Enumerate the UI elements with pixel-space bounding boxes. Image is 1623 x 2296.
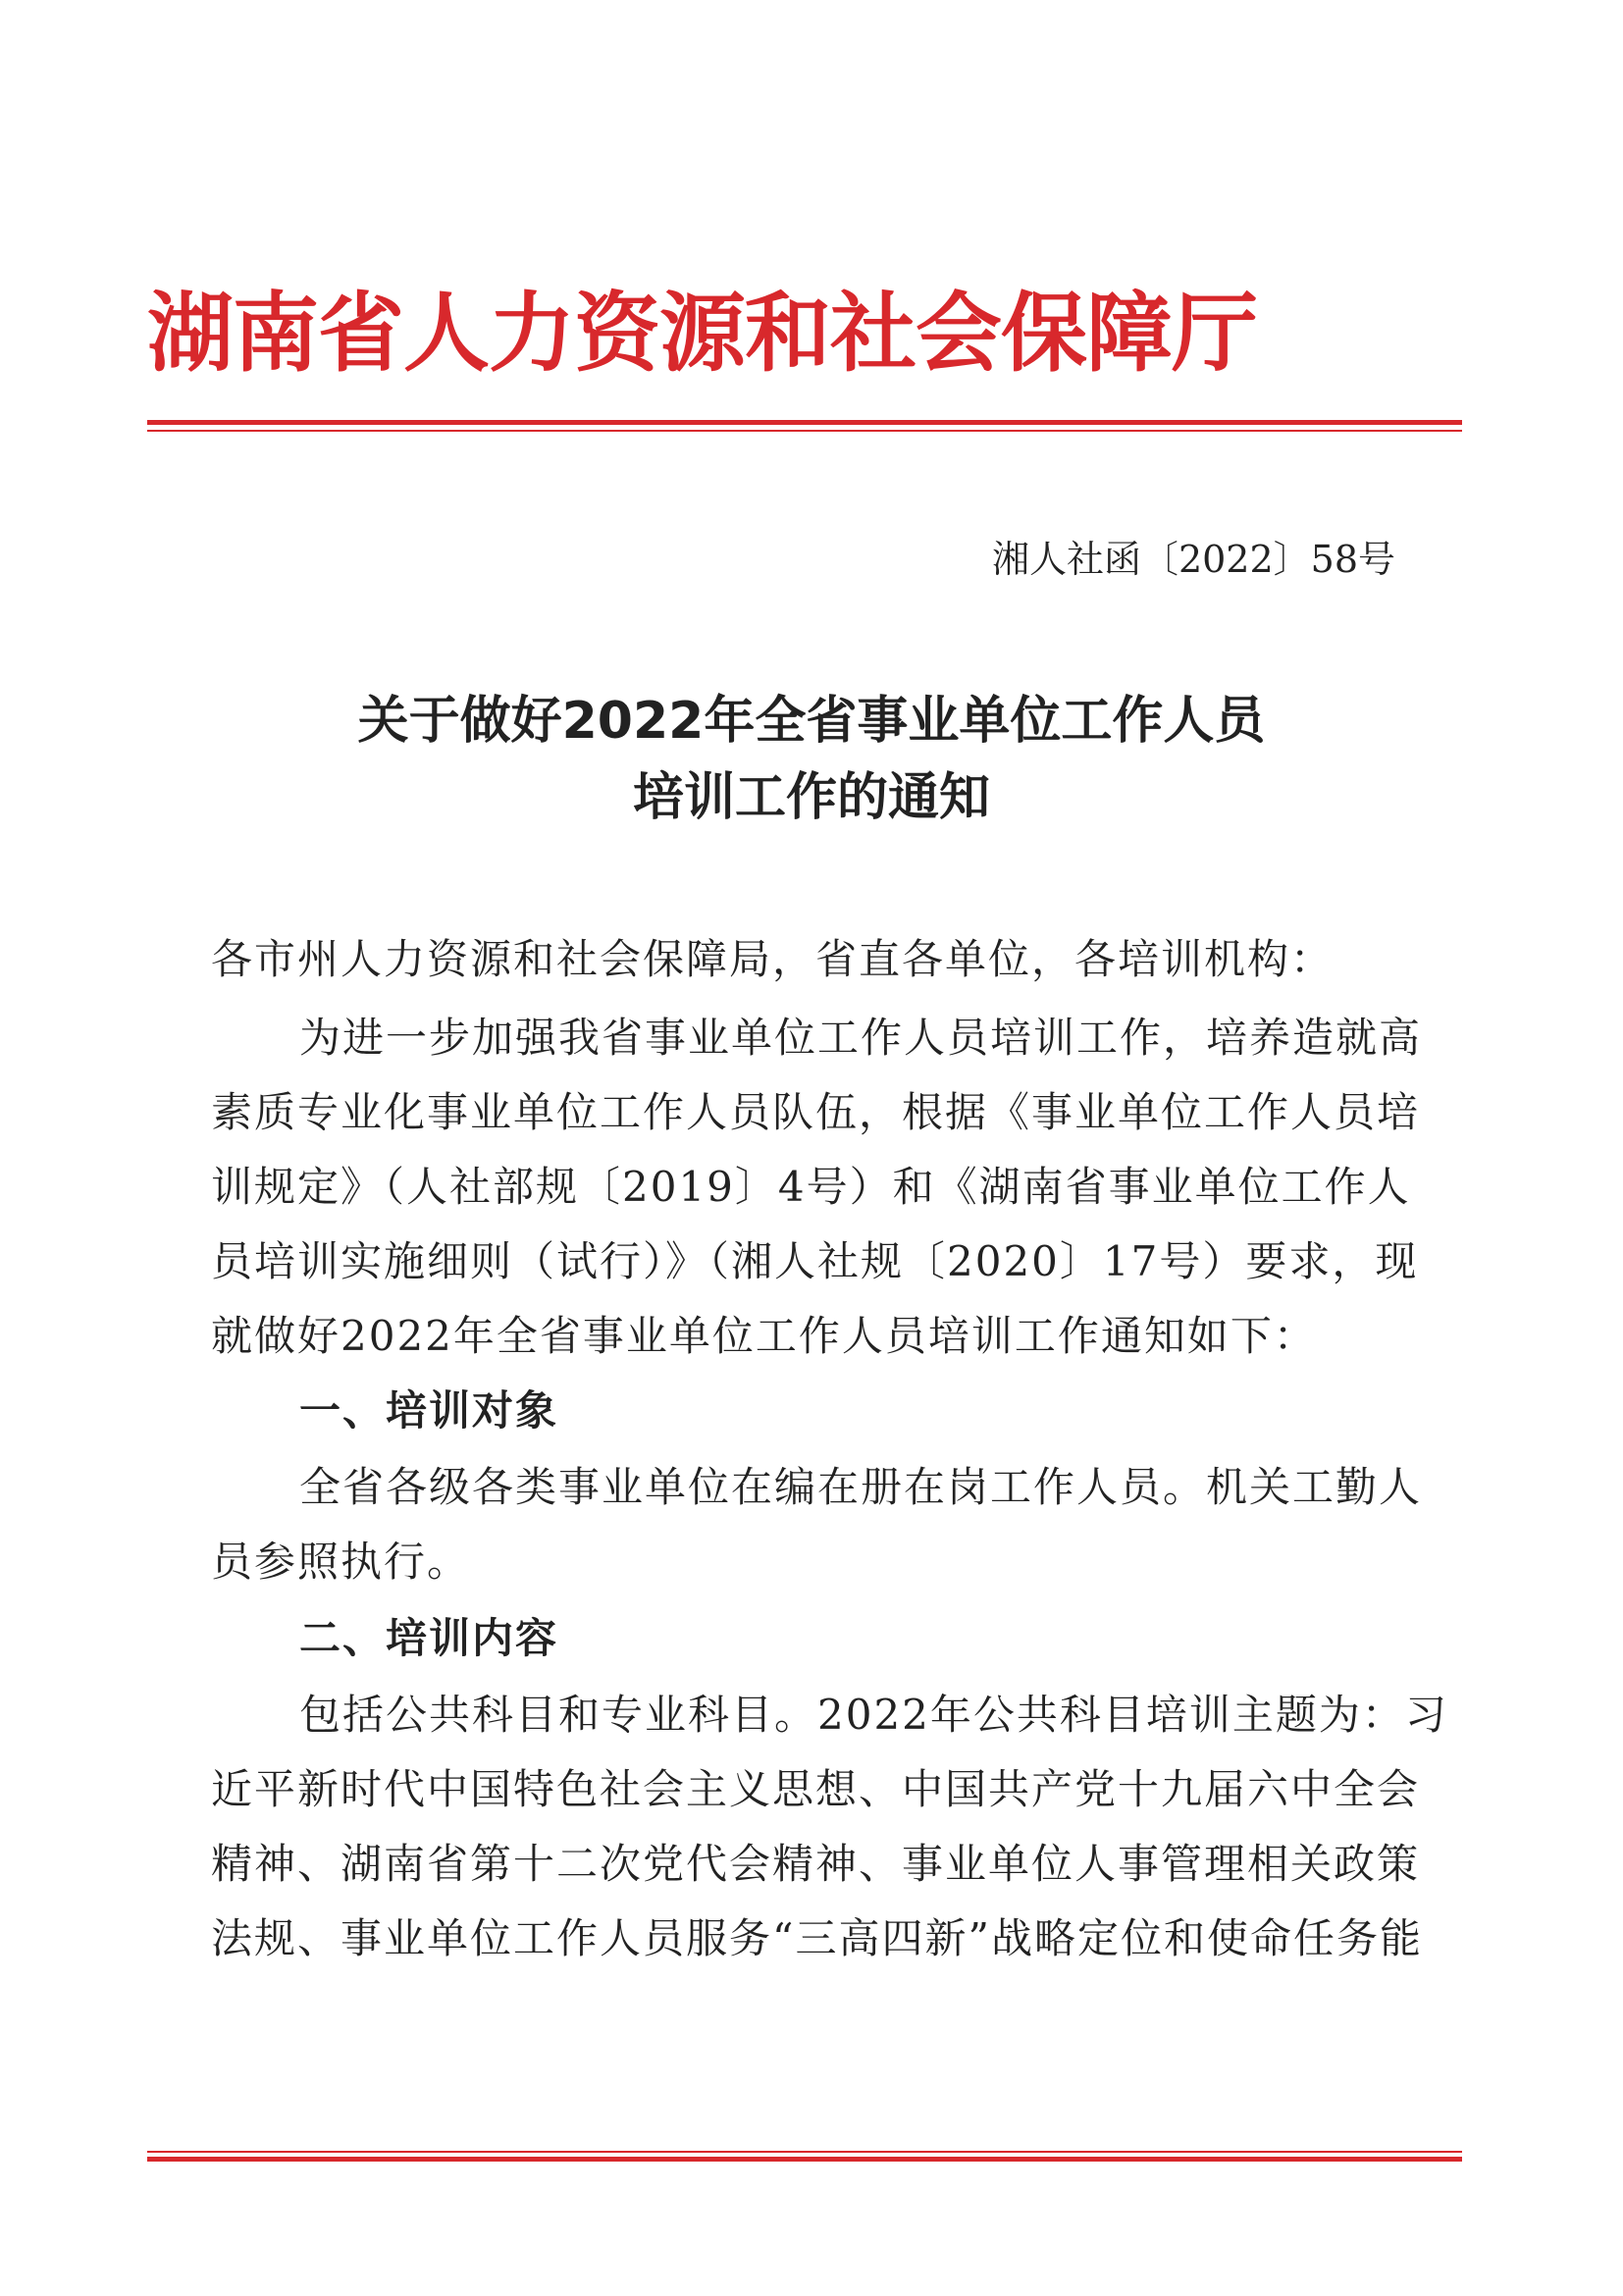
salutation: 各市州人力资源和社会保障局，省直各单位，各培训机构：	[211, 935, 1335, 983]
intro-line: 训规定》（人社部规〔2019〕4号）和《湖南省事业单位工作人	[211, 1163, 1411, 1211]
section1-line: 员参照执行。	[211, 1538, 471, 1586]
section2-line: 法规、事业单位工作人员服务“三高四新”战略定位和使命任务能	[211, 1914, 1423, 1962]
intro-line: 就做好2022年全省事业单位工作人员培训工作通知如下：	[211, 1312, 1317, 1360]
section2-line: 精神、湖南省第十二次党代会精神、事业单位人事管理相关政策	[211, 1840, 1421, 1888]
section2-line: 近平新时代中国特色社会主义思想、中国共产党十九届六中全会	[211, 1765, 1421, 1813]
agency-header-title: 湖南省人力资源和社会保障厅	[147, 283, 1258, 384]
section2-heading: 二、培训内容	[299, 1614, 559, 1662]
document-title-line2: 培训工作的通知	[632, 768, 990, 827]
section1-heading: 一、培训对象	[299, 1386, 559, 1435]
intro-line: 素质专业化事业单位工作人员队伍，根据《事业单位工作人员培	[211, 1088, 1421, 1136]
section1-line: 全省各级各类事业单位在编在册在岗工作人员。机关工勤人	[299, 1463, 1423, 1511]
section2-line: 包括公共科目和专业科目。2022年公共科目培训主题为：习	[299, 1691, 1448, 1739]
header-red-rule-thick	[147, 420, 1462, 425]
footer-red-rule-thin	[147, 2151, 1462, 2153]
footer-red-rule-thick	[147, 2157, 1462, 2162]
document-number: 湘人社函〔2022〕58号	[991, 538, 1395, 581]
intro-line: 为进一步加强我省事业单位工作人员培训工作，培养造就高	[299, 1014, 1423, 1062]
document-title-line1: 关于做好2022年全省事业单位工作人员	[357, 692, 1266, 751]
intro-line: 员培训实施细则（试行）》（湘人社规〔2020〕17号）要求，现	[211, 1237, 1419, 1285]
header-red-rule-thin	[147, 430, 1462, 432]
